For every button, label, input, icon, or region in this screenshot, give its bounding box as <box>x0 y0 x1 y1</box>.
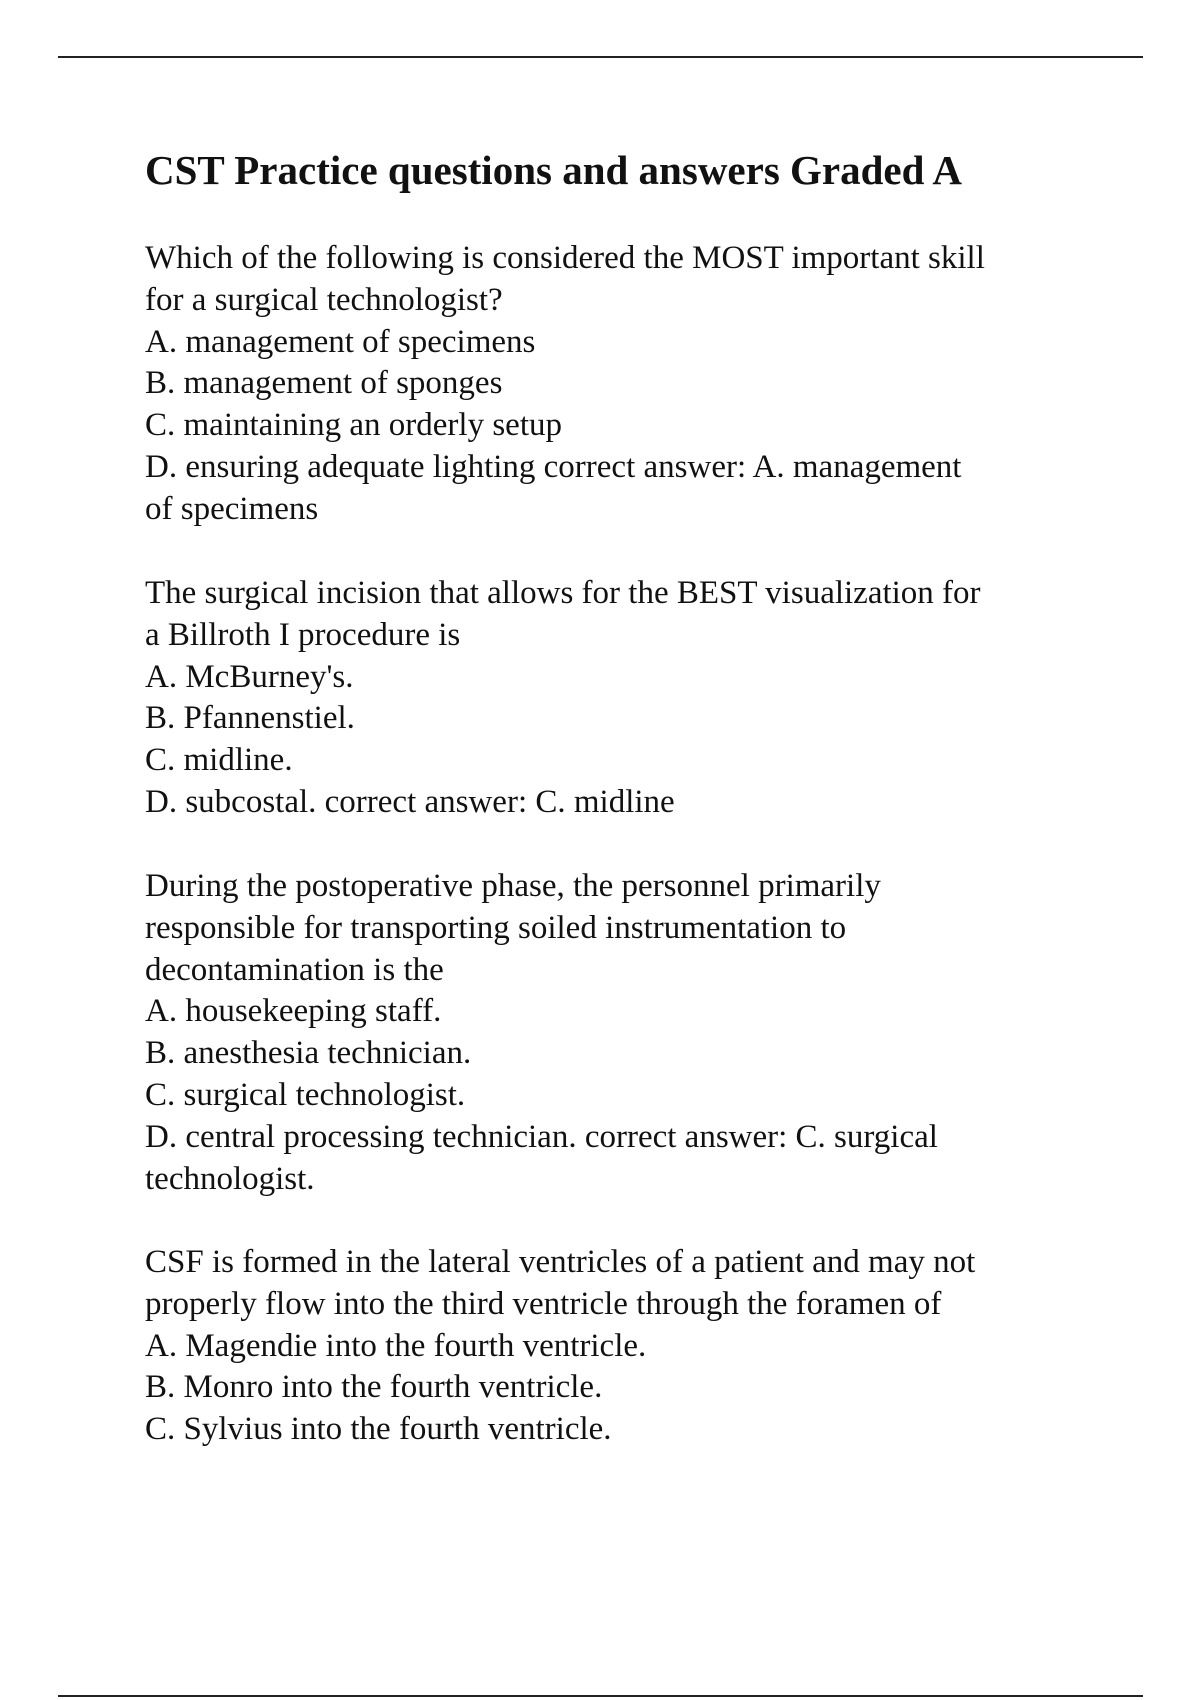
answer-option: of specimens <box>145 490 319 527</box>
answer-option: A. Magendie into the fourth ventricle. <box>145 1327 647 1364</box>
question-line: a Billroth I procedure is <box>145 616 461 653</box>
answer-option: B. Pfannenstiel. <box>145 700 355 737</box>
answer-option: C. Sylvius into the fourth ventricle. <box>145 1411 612 1448</box>
question-line: responsible for transporting soiled instrumentation to <box>145 909 847 946</box>
top-divider <box>58 56 1143 58</box>
answer-option: C. midline. <box>145 742 293 779</box>
page-title: CST Practice questions and answers Graded A <box>145 147 963 193</box>
answer-option: technologist. <box>145 1160 315 1197</box>
question-line: Which of the following is considered the MOST important skill <box>145 240 985 276</box>
question-line: During the postoperative phase, the personnel primarily <box>145 868 881 904</box>
question-block <box>145 573 1095 824</box>
question-line: The surgical incision that allows for the BEST visualization for <box>145 575 981 611</box>
question-block <box>145 238 1095 531</box>
question-line: CSF is formed in the lateral ventricles of a patient and may not <box>145 1244 976 1280</box>
answer-option: C. maintaining an orderly setup <box>145 407 562 444</box>
answer-option: D. ensuring adequate lighting correct answer: A. management <box>145 448 962 485</box>
answer-option: C. surgical technologist. <box>145 1076 466 1113</box>
question-line: properly flow into the third ventricle through the foramen of <box>145 1285 942 1322</box>
answer-option: A. management of specimens <box>145 323 536 360</box>
answer-option: A. housekeeping staff. <box>145 993 442 1030</box>
question-line: decontamination is the <box>145 951 444 988</box>
bottom-divider <box>58 1695 1143 1697</box>
question-block <box>145 866 1095 1200</box>
question-block <box>145 1242 1095 1451</box>
answer-option: B. anesthesia technician. <box>145 1035 472 1072</box>
answer-option: D. subcostal. correct answer: C. midline <box>145 783 675 820</box>
answer-option: B. Monro into the fourth ventricle. <box>145 1369 603 1406</box>
answer-option: B. management of sponges <box>145 365 503 402</box>
question-line: for a surgical technologist? <box>145 281 503 318</box>
answer-option: D. central processing technician. correct answer: C. surgical <box>145 1118 938 1155</box>
answer-option: A. McBurney's. <box>145 658 354 695</box>
